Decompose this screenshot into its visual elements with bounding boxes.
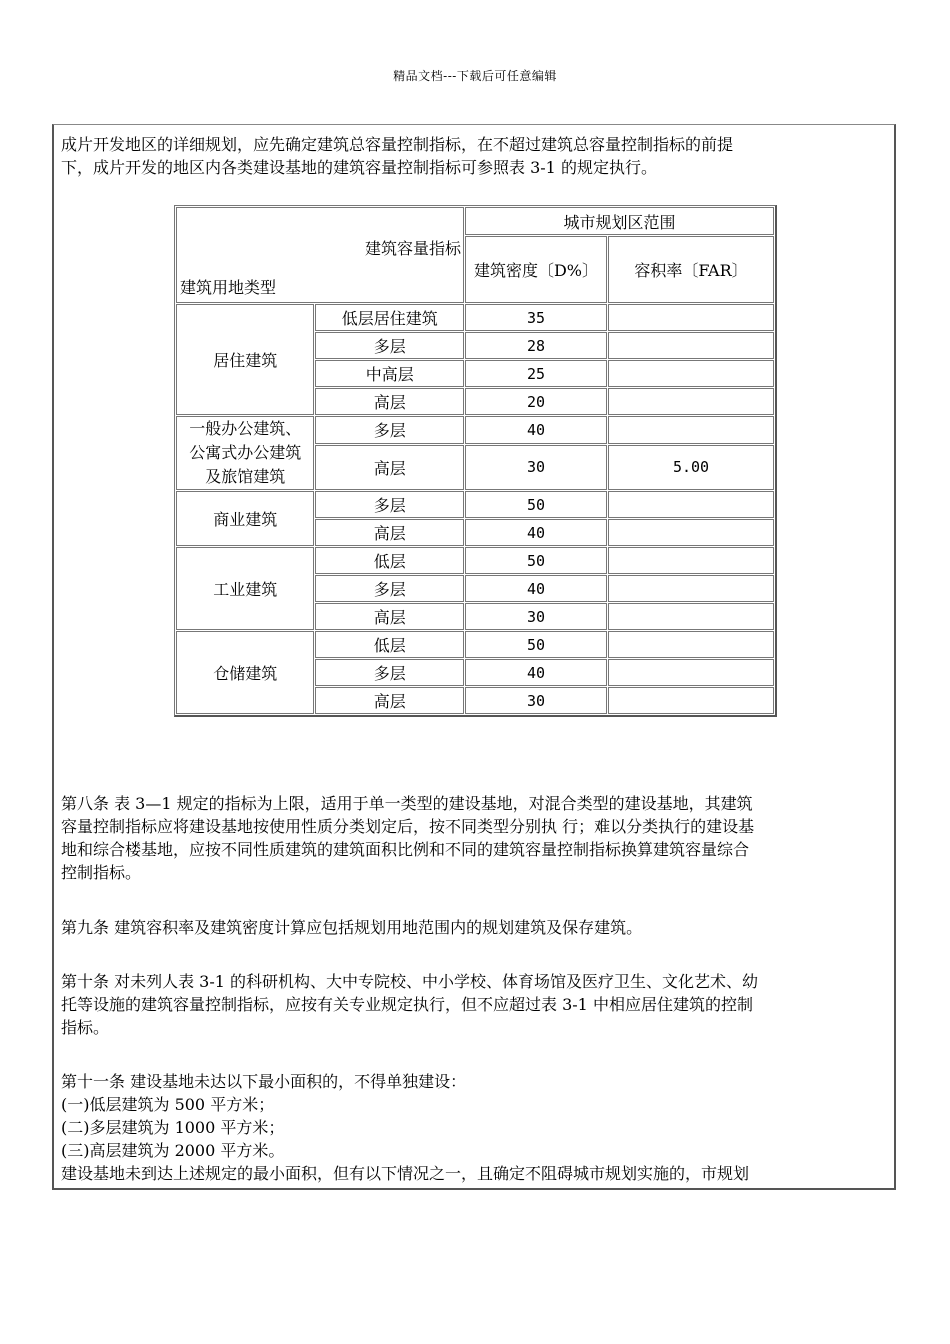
category-cell: 居住建筑 [176,304,314,415]
density-cell: 50 [465,631,607,658]
corner-top-label: 建筑容量指标 [364,239,461,258]
density-cell: 40 [465,659,607,686]
article-line: 指标。 [61,1018,110,1037]
category-cell: 工业建筑 [176,547,314,630]
article-line: 容量控制指标应将建设基地按使用性质分类划定后，按不同类型分别执 行；难以分类执行的建设基 [61,817,755,836]
far-cell [608,687,774,714]
level-cell: 低层 [315,631,464,658]
building-capacity-table [174,205,777,717]
category-line: 一般办公建筑、 [189,419,302,438]
level-cell: 中高层 [315,360,464,387]
far-cell [608,547,774,574]
group-header: 城市规划区范围 [465,207,774,235]
far-cell [608,491,774,518]
density-cell: 30 [465,603,607,630]
article-line: 第八条 表 3—1 规定的指标为上限，适用于单一类型的建设基地，对混合类型的建设基地，其建筑 [61,794,753,813]
level-cell: 低层 [315,547,464,574]
far-cell [608,659,774,686]
far-cell [608,519,774,546]
column-header-density: 建筑密度〔D%〕 [465,236,607,303]
article-8 [61,792,891,884]
article-11 [61,1070,891,1185]
density-cell: 28 [465,332,607,359]
level-cell: 低层居住建筑 [315,304,464,331]
far-cell [608,631,774,658]
article-line: 第九条 建筑容积率及建筑密度计算应包括规划用地范围内的规划建筑及保存建筑。 [61,918,643,937]
far-cell [608,416,774,444]
level-cell: 高层 [315,388,464,415]
article-line: 第十条 对未列人表 3-1 的科研机构、大中专院校、中小学校、体育场馆及医疗卫生、文化艺术、幼 [61,972,759,991]
level-cell: 多层 [315,332,464,359]
article-10 [61,970,891,1039]
density-cell: 40 [465,416,607,444]
document-frame [52,124,896,1190]
density-cell: 20 [465,388,607,415]
density-cell: 50 [465,547,607,574]
density-cell: 35 [465,304,607,331]
density-cell: 50 [465,491,607,518]
intro-line: 下，成片开发的地区内各类建设基地的建筑容量控制指标可参照表 3-1 的规定执行。 [61,158,657,177]
level-cell: 多层 [315,491,464,518]
category-cell: 商业建筑 [176,491,314,546]
intro-paragraph [61,133,891,179]
density-cell: 40 [465,519,607,546]
far-cell [608,360,774,387]
category-line: 公寓式办公建筑 [189,443,302,462]
level-cell: 多层 [315,659,464,686]
far-cell [608,304,774,331]
far-cell [608,388,774,415]
page-header: 精品文档---下载后可任意编辑 [393,69,557,83]
level-cell: 高层 [315,445,464,490]
article-line: 第十一条 建设基地未达以下最小面积的，不得单独建设： [61,1072,467,1091]
column-header-far: 容积率〔FAR〕 [608,236,774,303]
level-cell: 高层 [315,687,464,714]
level-cell: 多层 [315,416,464,444]
density-cell: 30 [465,687,607,714]
corner-bottom-label: 建筑用地类型 [180,278,277,297]
article-line: (二)多层建筑为 1000 平方米； [61,1118,285,1137]
far-cell: 5.00 [608,445,774,490]
far-cell [608,603,774,630]
category-line: 及旅馆建筑 [205,467,286,486]
density-cell: 25 [465,360,607,387]
article-line: (三)高层建筑为 2000 平方米。 [61,1141,285,1160]
category-cell [176,416,314,490]
far-cell [608,575,774,602]
intro-line: 成片开发地区的详细规划，应先确定建筑总容量控制指标，在不超过建筑总容量控制指标的前提 [61,135,734,154]
level-cell: 高层 [315,603,464,630]
level-cell: 高层 [315,519,464,546]
article-line: (一)低层建筑为 500 平方米； [61,1095,275,1114]
article-line: 地和综合楼基地，应按不同性质建筑的建筑面积比例和不同的建筑容量控制指标换算建筑容量综合 [61,840,750,859]
article-line: 控制指标。 [61,863,142,882]
article-9 [61,916,891,939]
article-line: 建设基地未到达上述规定的最小面积，但有以下情况之一，且确定不阻碍城市规划实施的，市规划 [61,1164,750,1183]
far-cell [608,332,774,359]
level-cell: 多层 [315,575,464,602]
category-cell: 仓储建筑 [176,631,314,714]
article-line: 托等设施的建筑容量控制指标，应按有关专业规定执行，但不应超过表 3-1 中相应居住建筑的控制 [61,995,753,1014]
density-cell: 40 [465,575,607,602]
table-corner-cell [176,207,464,303]
density-cell: 30 [465,445,607,490]
